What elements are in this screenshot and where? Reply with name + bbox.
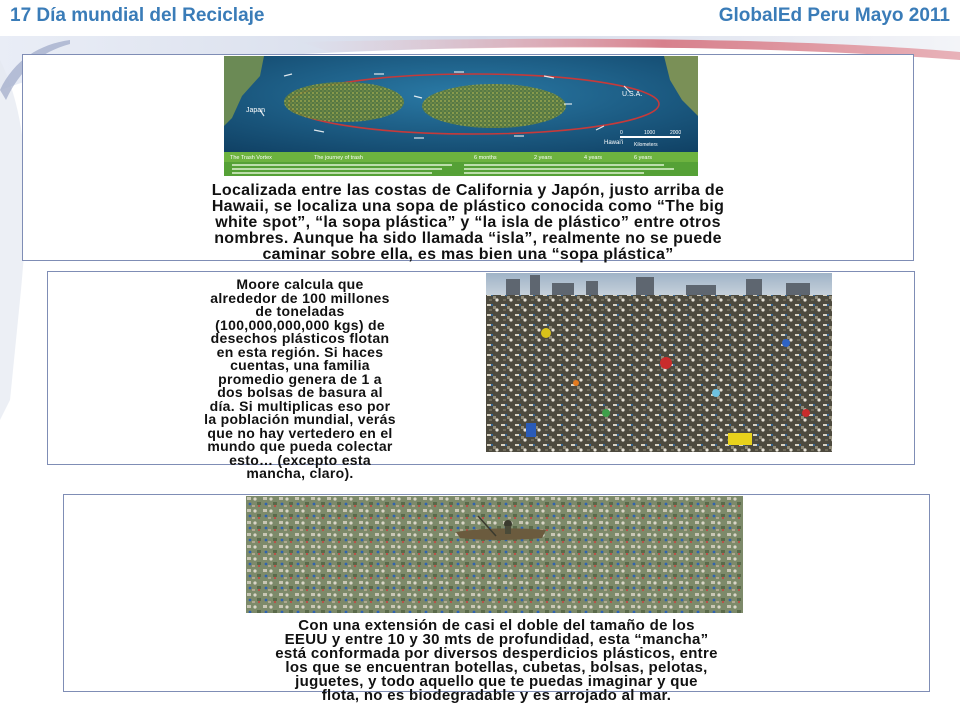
caption-line: promedio genera de 1 a: [218, 370, 382, 387]
caption-line: de toneladas: [255, 303, 345, 319]
harbor-trash-graphic: [486, 273, 832, 452]
map-caption: [53, 183, 883, 263]
caption-line: flota, no es biodegradable y es arrojado al mar.: [321, 687, 672, 704]
pacific-map-graphic: [224, 56, 698, 176]
caption-line: está conformada por diversos desperdicios plásticos, entre: [275, 645, 718, 662]
caption-line: (100,000,000,000 kgs) de: [215, 316, 385, 333]
pacific-map-image: [224, 56, 698, 176]
map-scale-bar: [620, 136, 680, 138]
caption-line: dos bolsas de basura al: [217, 384, 383, 400]
caption-line: caminar sobre ella, es mas bien una “sopa plástica”: [262, 246, 674, 263]
map-panel: [22, 54, 914, 261]
caption-line: Con una extensión de casi el doble del tamaño de los: [298, 617, 695, 634]
slide-header: [0, 0, 960, 36]
map-legend-6m: 6 months: [474, 155, 497, 161]
map-label-japan: Japan: [246, 107, 266, 114]
slide-subtitle: GlobalEd Peru Mayo 2011: [718, 5, 950, 26]
caption-line: mancha, claro).: [246, 465, 354, 481]
boat-panel: [63, 494, 930, 704]
caption-line: white spot”, “la sopa plástica” y “la isla de plástico” entre otros: [215, 214, 721, 231]
boat-trash-graphic: [246, 496, 743, 613]
map-scale-unit: Kilometers: [634, 142, 658, 148]
harbor-trash-photo: [486, 273, 832, 452]
slide-title: 17 Día mundial del Reciclaje: [10, 5, 265, 26]
caption-line: Moore calcula que: [236, 276, 364, 292]
map-footer-left: The Trash Vortex: [230, 155, 272, 161]
map-scale-1000: 1000: [644, 130, 656, 136]
caption-line: EEUU y entre 10 y 30 mts de profundidad, esta “mancha”: [284, 631, 709, 648]
caption-line: Hawaii, se localiza una sopa de plástico conocida como “The big: [211, 198, 725, 215]
map-legend-6y: 6 years: [634, 155, 653, 161]
map-legend-2y: 2 years: [534, 155, 553, 161]
caption-line: que no hay vertedero en el: [207, 424, 393, 441]
boat-caption: [119, 619, 874, 703]
caption-line: en esta región. Si haces: [216, 343, 384, 360]
map-legend-4y: 4 years: [584, 155, 603, 161]
caption-line: esto… (excepto esta: [229, 451, 371, 468]
caption-line: la población mundial, verás: [204, 411, 396, 427]
boat-trash-photo: [246, 496, 743, 613]
caption-line: desechos plásticos flotan: [210, 330, 390, 346]
map-scale-2000: 2000: [670, 130, 682, 136]
caption-line: alrededor de 100 millones: [210, 289, 390, 306]
caption-line: mundo que pueda colectar: [207, 438, 393, 454]
map-footer-mid: The journey of trash: [314, 155, 363, 161]
caption-line: Localizada entre las costas de California y Japón, justo arriba de: [211, 182, 725, 199]
caption-line: los que se encuentran botellas, cubetas, bolsas, pelotas,: [285, 659, 708, 676]
caption-line: nombres. Aunque ha sido llamada “isla”, realmente no se puede: [214, 230, 722, 247]
harbor-caption: [120, 278, 480, 481]
map-scale-0: 0: [620, 130, 623, 136]
caption-line: cuentas, una familia: [230, 357, 370, 373]
map-label-hawaii: Hawai'i: [604, 140, 624, 146]
caption-line: día. Si multiplicas eso por: [209, 397, 391, 414]
caption-line: juguetes, y todo aquello que te puedas imaginar y que: [295, 673, 698, 690]
harbor-panel: [47, 271, 915, 481]
map-label-usa: U.S.A.: [622, 91, 643, 98]
